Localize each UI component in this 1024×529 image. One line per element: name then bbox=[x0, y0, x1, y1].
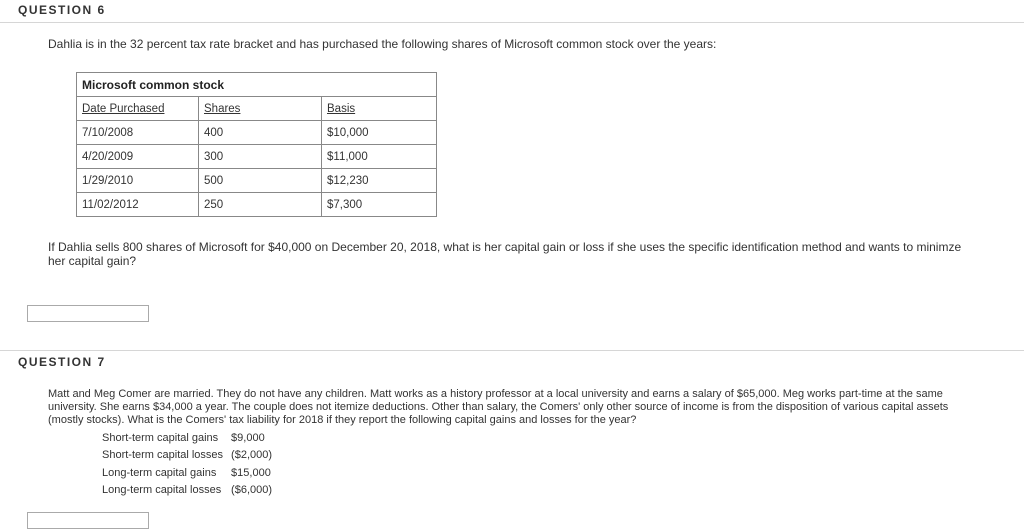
table-cell-basis: $10,000 bbox=[322, 121, 437, 145]
gain-amount: $9,000 bbox=[231, 431, 265, 444]
table-title: Microsoft common stock bbox=[77, 73, 437, 97]
question-6-divider bbox=[0, 22, 1024, 23]
table-cell-date: 11/02/2012 bbox=[77, 193, 199, 217]
list-item bbox=[98, 482, 276, 500]
table-cell-shares: 300 bbox=[199, 145, 322, 169]
table-header-row bbox=[77, 97, 437, 121]
gain-amount: ($2,000) bbox=[231, 449, 273, 462]
column-header-date: Date Purchased bbox=[77, 97, 199, 121]
capital-gains-list bbox=[98, 429, 276, 499]
table-cell-shares: 250 bbox=[199, 193, 322, 217]
microsoft-stock-table bbox=[76, 72, 437, 217]
gain-amount: ($6,000) bbox=[231, 484, 273, 497]
question-6-prompt: If Dahlia sells 800 shares of Microsoft for $40,000 on December 20, 2018, what is her capital gain or loss if she uses the specific identification method and wants to minimze her capital gain? bbox=[48, 240, 962, 268]
gain-label: Short-term capital gains bbox=[102, 431, 219, 444]
question-6-answer-input[interactable] bbox=[27, 305, 149, 322]
gain-label: Long-term capital losses bbox=[102, 484, 222, 497]
table-cell-date: 4/20/2009 bbox=[77, 145, 199, 169]
list-item bbox=[98, 447, 276, 465]
table-cell-date: 1/29/2010 bbox=[77, 169, 199, 193]
column-header-basis: Basis bbox=[322, 97, 437, 121]
table-cell-date: 7/10/2008 bbox=[77, 121, 199, 145]
gain-label: Short-term capital losses bbox=[102, 449, 224, 462]
table-cell-shares: 400 bbox=[199, 121, 322, 145]
table-cell-basis: $7,300 bbox=[322, 193, 437, 217]
question-6-intro: Dahlia is in the 32 percent tax rate bracket and has purchased the following shares of Microsoft common stock over the years: bbox=[48, 37, 717, 51]
question-6-header: QUESTION 6 bbox=[18, 3, 106, 17]
list-item bbox=[98, 429, 276, 447]
question-7-divider bbox=[0, 350, 1024, 351]
gain-label: Long-term capital gains bbox=[102, 466, 217, 479]
table-cell-basis: $11,000 bbox=[322, 145, 437, 169]
gain-amount: $15,000 bbox=[231, 466, 271, 479]
table-title-row bbox=[77, 73, 437, 97]
table-row bbox=[77, 145, 437, 169]
question-7-prompt: Matt and Meg Comer are married. They do not have any children. Matt works as a history professor at a local university and earns a salary of $65,000. Meg works part-time at the same university. She earns $34,000 a year. The couple does not itemize deductions. Other than salary, the Comers' only other source of income is from the disposition of various capital assets (mostly stocks). What is the Comers' tax liability for 2018 if they report the following capital gains and losses for the year? bbox=[48, 388, 949, 426]
question-7-header: QUESTION 7 bbox=[18, 355, 106, 369]
table-cell-basis: $12,230 bbox=[322, 169, 437, 193]
list-item bbox=[98, 464, 276, 482]
table-row bbox=[77, 193, 437, 217]
table-row bbox=[77, 169, 437, 193]
table-row bbox=[77, 121, 437, 145]
question-7-answer-input[interactable] bbox=[27, 512, 149, 529]
column-header-shares: Shares bbox=[199, 97, 322, 121]
table-cell-shares: 500 bbox=[199, 169, 322, 193]
